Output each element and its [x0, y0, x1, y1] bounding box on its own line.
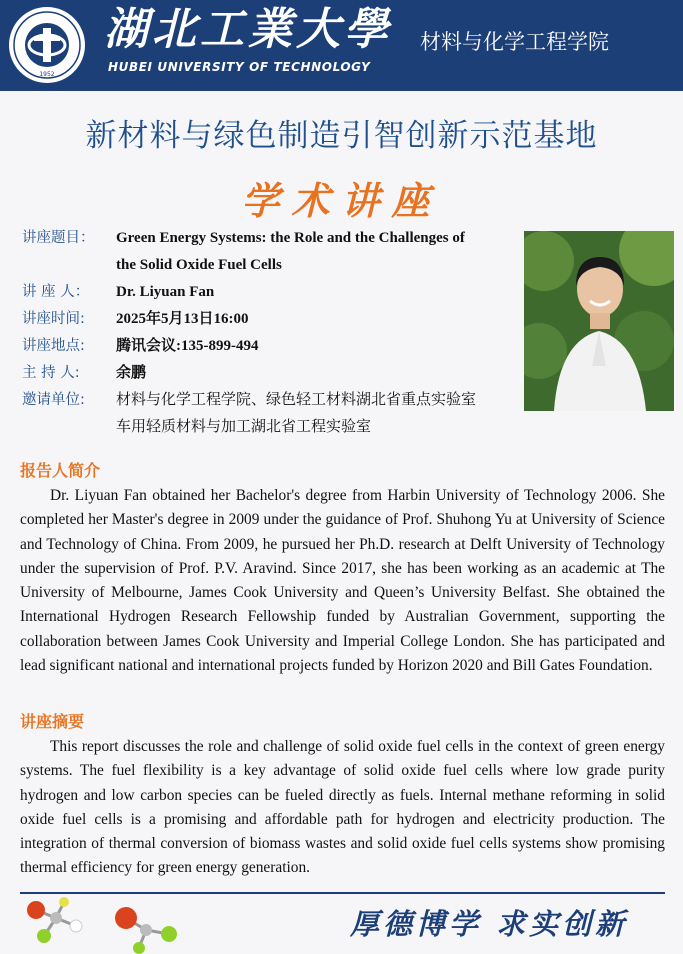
abstract-text: This report discusses the role and challenge of solid oxide fuel cells in the context of green energy systems. The fuel flexibility is a key advantage of solid oxide fuel cells where low grade purity hydrogen and low carbon species can be fueled directly as fuels. Internal methane reforming in solid oxide fuel cells is a promising and affordable path for hydrogen and electricity production. The integration of thermal conversion of biomass wastes and solid oxide fuel cells systems show promising thermal efficiency for green energy generation. — [20, 738, 665, 877]
university-name-en: HUBEI UNIVERSITY OF TECHNOLOGY — [108, 60, 371, 74]
speaker-row — [22, 282, 512, 302]
header-banner — [0, 0, 683, 91]
bio-heading: 报告人简介 — [20, 461, 101, 480]
school-name: 材料与化学工程学院 — [420, 30, 609, 54]
footer-divider — [20, 892, 665, 894]
time-value: 2025年5月13日16:00 — [116, 311, 249, 327]
university-name-cn: 湖北工業大學 — [104, 4, 392, 55]
university-seal-logo — [8, 6, 86, 84]
host-row — [22, 363, 512, 383]
inviter-line1: 材料与化学工程学院、绿色轻工材料湖北省重点实验室 — [116, 392, 477, 408]
inviter-label: 邀请单位: — [22, 392, 85, 408]
speaker-label: 讲 座 人： — [22, 284, 90, 300]
lecture-info — [22, 228, 512, 444]
lecture-title: 学术讲座 — [241, 178, 442, 223]
inviter-row — [22, 390, 512, 437]
host-value: 余鹏 — [116, 365, 147, 381]
abstract-heading: 讲座摘要 — [20, 712, 85, 731]
topic-value — [116, 228, 512, 275]
inviter-value — [116, 390, 512, 437]
molecule-decoration-icon — [14, 896, 194, 954]
base-title: 新材料与绿色制造引智创新示范基地 — [85, 118, 598, 154]
host-label: 主 持 人: — [22, 365, 80, 381]
topic-label: 讲座题目： — [22, 230, 95, 246]
speaker-photo — [524, 231, 674, 411]
place-value: 腾讯会议:135-899-494 — [116, 338, 259, 354]
topic-line2: the Solid Oxide Fuel Cells — [116, 257, 282, 273]
place-label: 讲座地点: — [22, 338, 85, 354]
time-label: 讲座时间: — [22, 311, 85, 327]
place-row — [22, 336, 512, 356]
topic-line1: Green Energy Systems: the Role and the Challenges of — [116, 230, 465, 246]
seal-year: 1952 — [39, 71, 55, 78]
university-motto: 厚德博学 求实创新 — [350, 907, 629, 941]
bio-text: Dr. Liyuan Fan obtained her Bachelor's degree from Harbin University of Technology 2006. She completed her Master's degree in 2009 under the guidance of Prof. Shuhong Yu at University of Science and Technology of China. From 2009, he pursued her Ph.D. research at Delft University of Technology under the supervision of Prof. P.V. Aravind. Since 2017, she has been working as an academic at The University of Melbourne, James Cook University and Queen’s University Belfast. She obtained the International Hydrogen Research Fellowship funded by Australian Government, supporting the collaboration between James Cook University and Imperial College London. She has participated and lead significant national and international projects funded by Horizon 2020 and Bill Gates Foundation. — [20, 487, 665, 675]
topic-row — [22, 228, 512, 275]
speaker-value: Dr. Liyuan Fan — [116, 284, 215, 300]
inviter-line2: 车用轻质材料与加工湖北省工程实验室 — [116, 419, 372, 435]
time-row — [22, 309, 512, 329]
